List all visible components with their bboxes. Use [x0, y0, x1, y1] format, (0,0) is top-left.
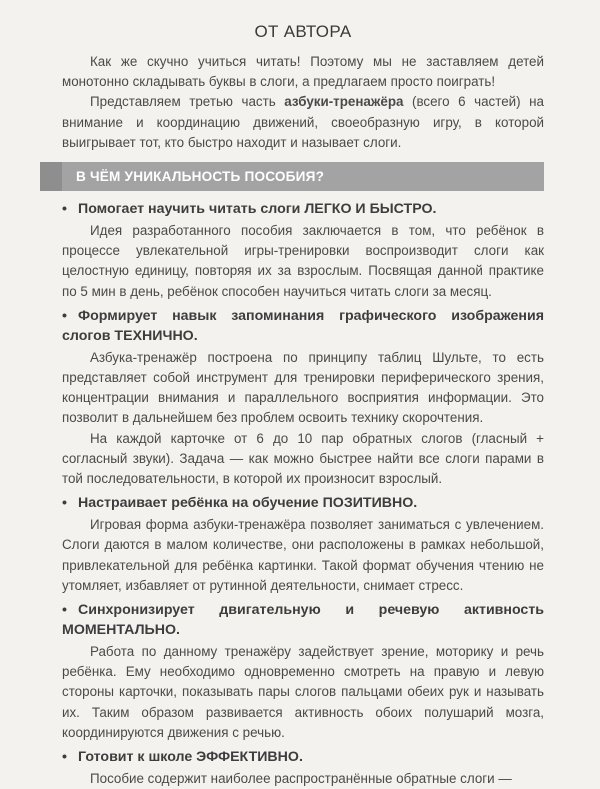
section-heading-3 — [62, 493, 544, 513]
heading-text: Формирует навык запоминания графического изображения слогов ТЕХНИЧНО. — [62, 307, 544, 344]
intro-text-b: (всего 6 частей) на внимание и координацию движений, своеобразную игру, в которой выигрывает тот, кто быстро находит и называет слоги. — [62, 94, 545, 150]
bullet-icon: • — [62, 307, 67, 324]
section-heading-2 — [62, 306, 544, 346]
page-title: ОТ АВТОРА — [254, 22, 352, 41]
intro-emphasis: азбуки-тренажёра — [284, 94, 404, 110]
heading-text: Помогает научить читать слоги ЛЕГКО И БЫСТРО. — [78, 201, 437, 218]
section-2-paragraph-2: На каждой карточке от 6 до 10 пар обратных слогов (гласный + согласный звуки). Задача — как можно быстрее найти все слоги парами в той последовательности, в которой их произносит взрослый. — [62, 430, 544, 487]
heading-text: Настраивает ребёнка на обучение ПОЗИТИВНО. — [78, 495, 418, 512]
bullet-icon: • — [62, 749, 67, 766]
heading-text: Синхронизирует двигательную и речевую активность МОМЕНТАЛЬНО. — [62, 602, 544, 639]
intro-paragraph-1: Как же скучно учиться читать! Поэтому мы не заставляем детей монотонно складывать буквы в слоги, а предлагаем просто поиграть! — [62, 54, 544, 90]
section-banner: В ЧЁМ УНИКАЛЬНОСТЬ ПОСОБИЯ? — [40, 162, 544, 191]
intro-paragraph-2 — [62, 92, 544, 153]
bullet-icon: • — [62, 201, 67, 218]
section-1-paragraph: Идея разработанного пособия заключается в том, что ребёнок в процессе увлекательной игры-тренировки воспроизводит слоги как целостную единицу, повторяя их за взрослым. Посвящая данной практике по 5 мин в день, ребёнок способен научиться читать слоги за месяц. — [62, 223, 544, 299]
section-5-paragraph: Пособие содержит наиболее распространённые обратные слоги — — [90, 771, 512, 787]
bullet-icon: • — [62, 602, 67, 619]
section-heading-1 — [62, 199, 544, 219]
section-3-paragraph: Игровая форма азбуки-тренажёра позволяет заниматься с увлечением. Слоги даются в малом количестве, они расположены в рамках небольшой, привлекательной для ребёнка картинки. Такой формат обучения чтению не утомляет, избавляет от рутинной деятельности, снимает стресс. — [62, 517, 544, 593]
heading-text: Готовит к школе ЭФФЕКТИВНО. — [78, 749, 303, 766]
section-heading-5 — [62, 747, 544, 767]
section-4-paragraph: Работа по данному тренажёру задействует зрение, моторику и речь ребёнка. Ему необходимо одновременно смотреть на правую и левую стороны карточки, показывать пары слогов пальцами обеих рук и называть их. Таким образом развивается активность обоих полушарий мозга, координируются движения с речью. — [62, 644, 544, 740]
section-2-paragraph-1: Азбука-тренажёр построена по принципу таблиц Шульте, то есть представляет собой инструмент для тренировки периферического зрения, концентрации внимания и параллельного восприятия информации. Это позволит в дальнейшем без проблем освоить технику скорочтения. — [62, 349, 544, 426]
intro-text-a: Представляем третью часть — [90, 94, 285, 110]
section-heading-4 — [62, 600, 544, 640]
bullet-icon: • — [62, 495, 67, 512]
